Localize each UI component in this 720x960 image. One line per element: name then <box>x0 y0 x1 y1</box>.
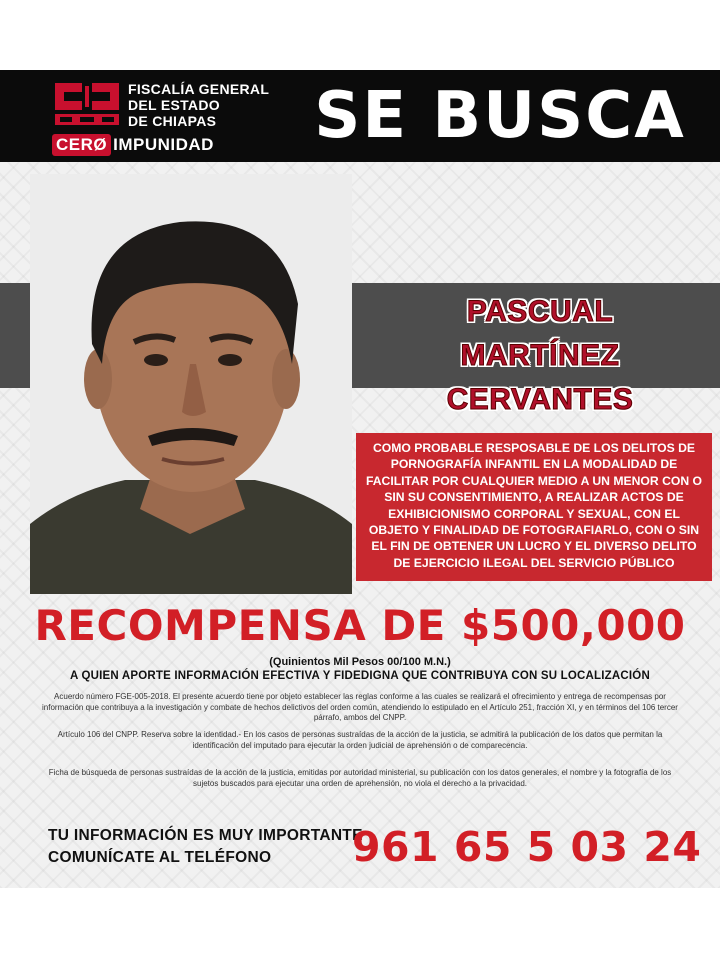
suspect-name-last: CERVANTES <box>446 383 634 416</box>
impunidad-label: IMPUNIDAD <box>113 135 214 154</box>
org-name-line-3: DE CHIAPAS <box>128 113 217 129</box>
fiscalia-logo-icon <box>52 80 122 128</box>
org-name-line-2: DEL ESTADO <box>128 97 220 113</box>
suspect-portrait-icon <box>30 174 352 594</box>
reward-headline: RECOMPENSA DE $500,000 <box>34 601 686 650</box>
legal-text-agreement: Acuerdo número FGE-005-2018. El presente acuerdo tiene por objeto establecer las reglas conforme a las cuales se realizará el ofrecimiento y entrega de recompensas por información que contribuya a la investigación y combate de hechos delictivos del orden común, atendiendo lo estipulado en el Artículo 251, fracción XI, y en términos del 106 tercer párrafo, ambos del CNPP. <box>42 692 678 722</box>
cero-label: CERØ <box>52 134 111 156</box>
legal-text-article-106: Artículo 106 del CNPP. Reserva sobre la identidad.- En los casos de personas sustraídas de la acción de la justicia, se admitirá la publicación de los datos que permitan la identificación del imputado para ejecutar la orden judicial de aprehensión o de comparecencia. <box>57 730 663 750</box>
suspect-name-middle: MARTÍNEZ <box>460 339 620 372</box>
reward-condition: A QUIEN APORTE INFORMACIÓN EFECTIVA Y FIDEDIGNA QUE CONTRIBUYA CON SU LOCALIZACIÓN <box>70 670 650 682</box>
suspect-name-first: PASCUAL <box>466 295 614 328</box>
cero-impunidad-slogan <box>52 134 214 156</box>
poster-title: SE BUSCA <box>314 79 686 153</box>
contact-phone-number: 961 65 5 03 24 <box>352 823 702 871</box>
charges-description: COMO PROBABLE RESPOSABLE DE LOS DELITOS DE PORNOGRAFÍA INFANTIL EN LA MODALIDAD DE FACILITAR POR CUALQUIER MEDIO A UN MENOR CON O SIN SU CONSENTIMIENTO, A REALIZAR ACTOS DE EXHIBICIONISMO CORPORAL Y SEXUAL, CON EL OBJETO Y FINALIDAD DE FOTOGRAFIARLO, CON O SIN EL FIN DE OBTENER UN LUCRO Y EL DIVERSO DELITO DE EJERCICIO ILEGAL DEL SERVICIO PÚBLICO <box>356 433 712 581</box>
wanted-poster <box>0 70 720 888</box>
suspect-photo <box>30 174 352 594</box>
poster-header <box>0 70 720 162</box>
reward-amount-words: (Quinientos Mil Pesos 00/100 M.N.) <box>269 656 451 668</box>
legal-text-privacy: Ficha de búsqueda de personas sustraídas de la acción de la justicia, emitidas por autoridad ministerial, su publicación con los datos generales, el nombre y la fotografía de los sujetos buscados para ejecutar una orden de aprehensión, no viola el derecho a la privacidad. <box>48 768 672 788</box>
org-name-line-1: FISCALÍA GENERAL <box>128 81 270 97</box>
contact-line-1: TU INFORMACIÓN ES MUY IMPORTANTE <box>48 827 363 844</box>
contact-line-2: COMUNÍCATE AL TELÉFONO <box>48 849 272 866</box>
